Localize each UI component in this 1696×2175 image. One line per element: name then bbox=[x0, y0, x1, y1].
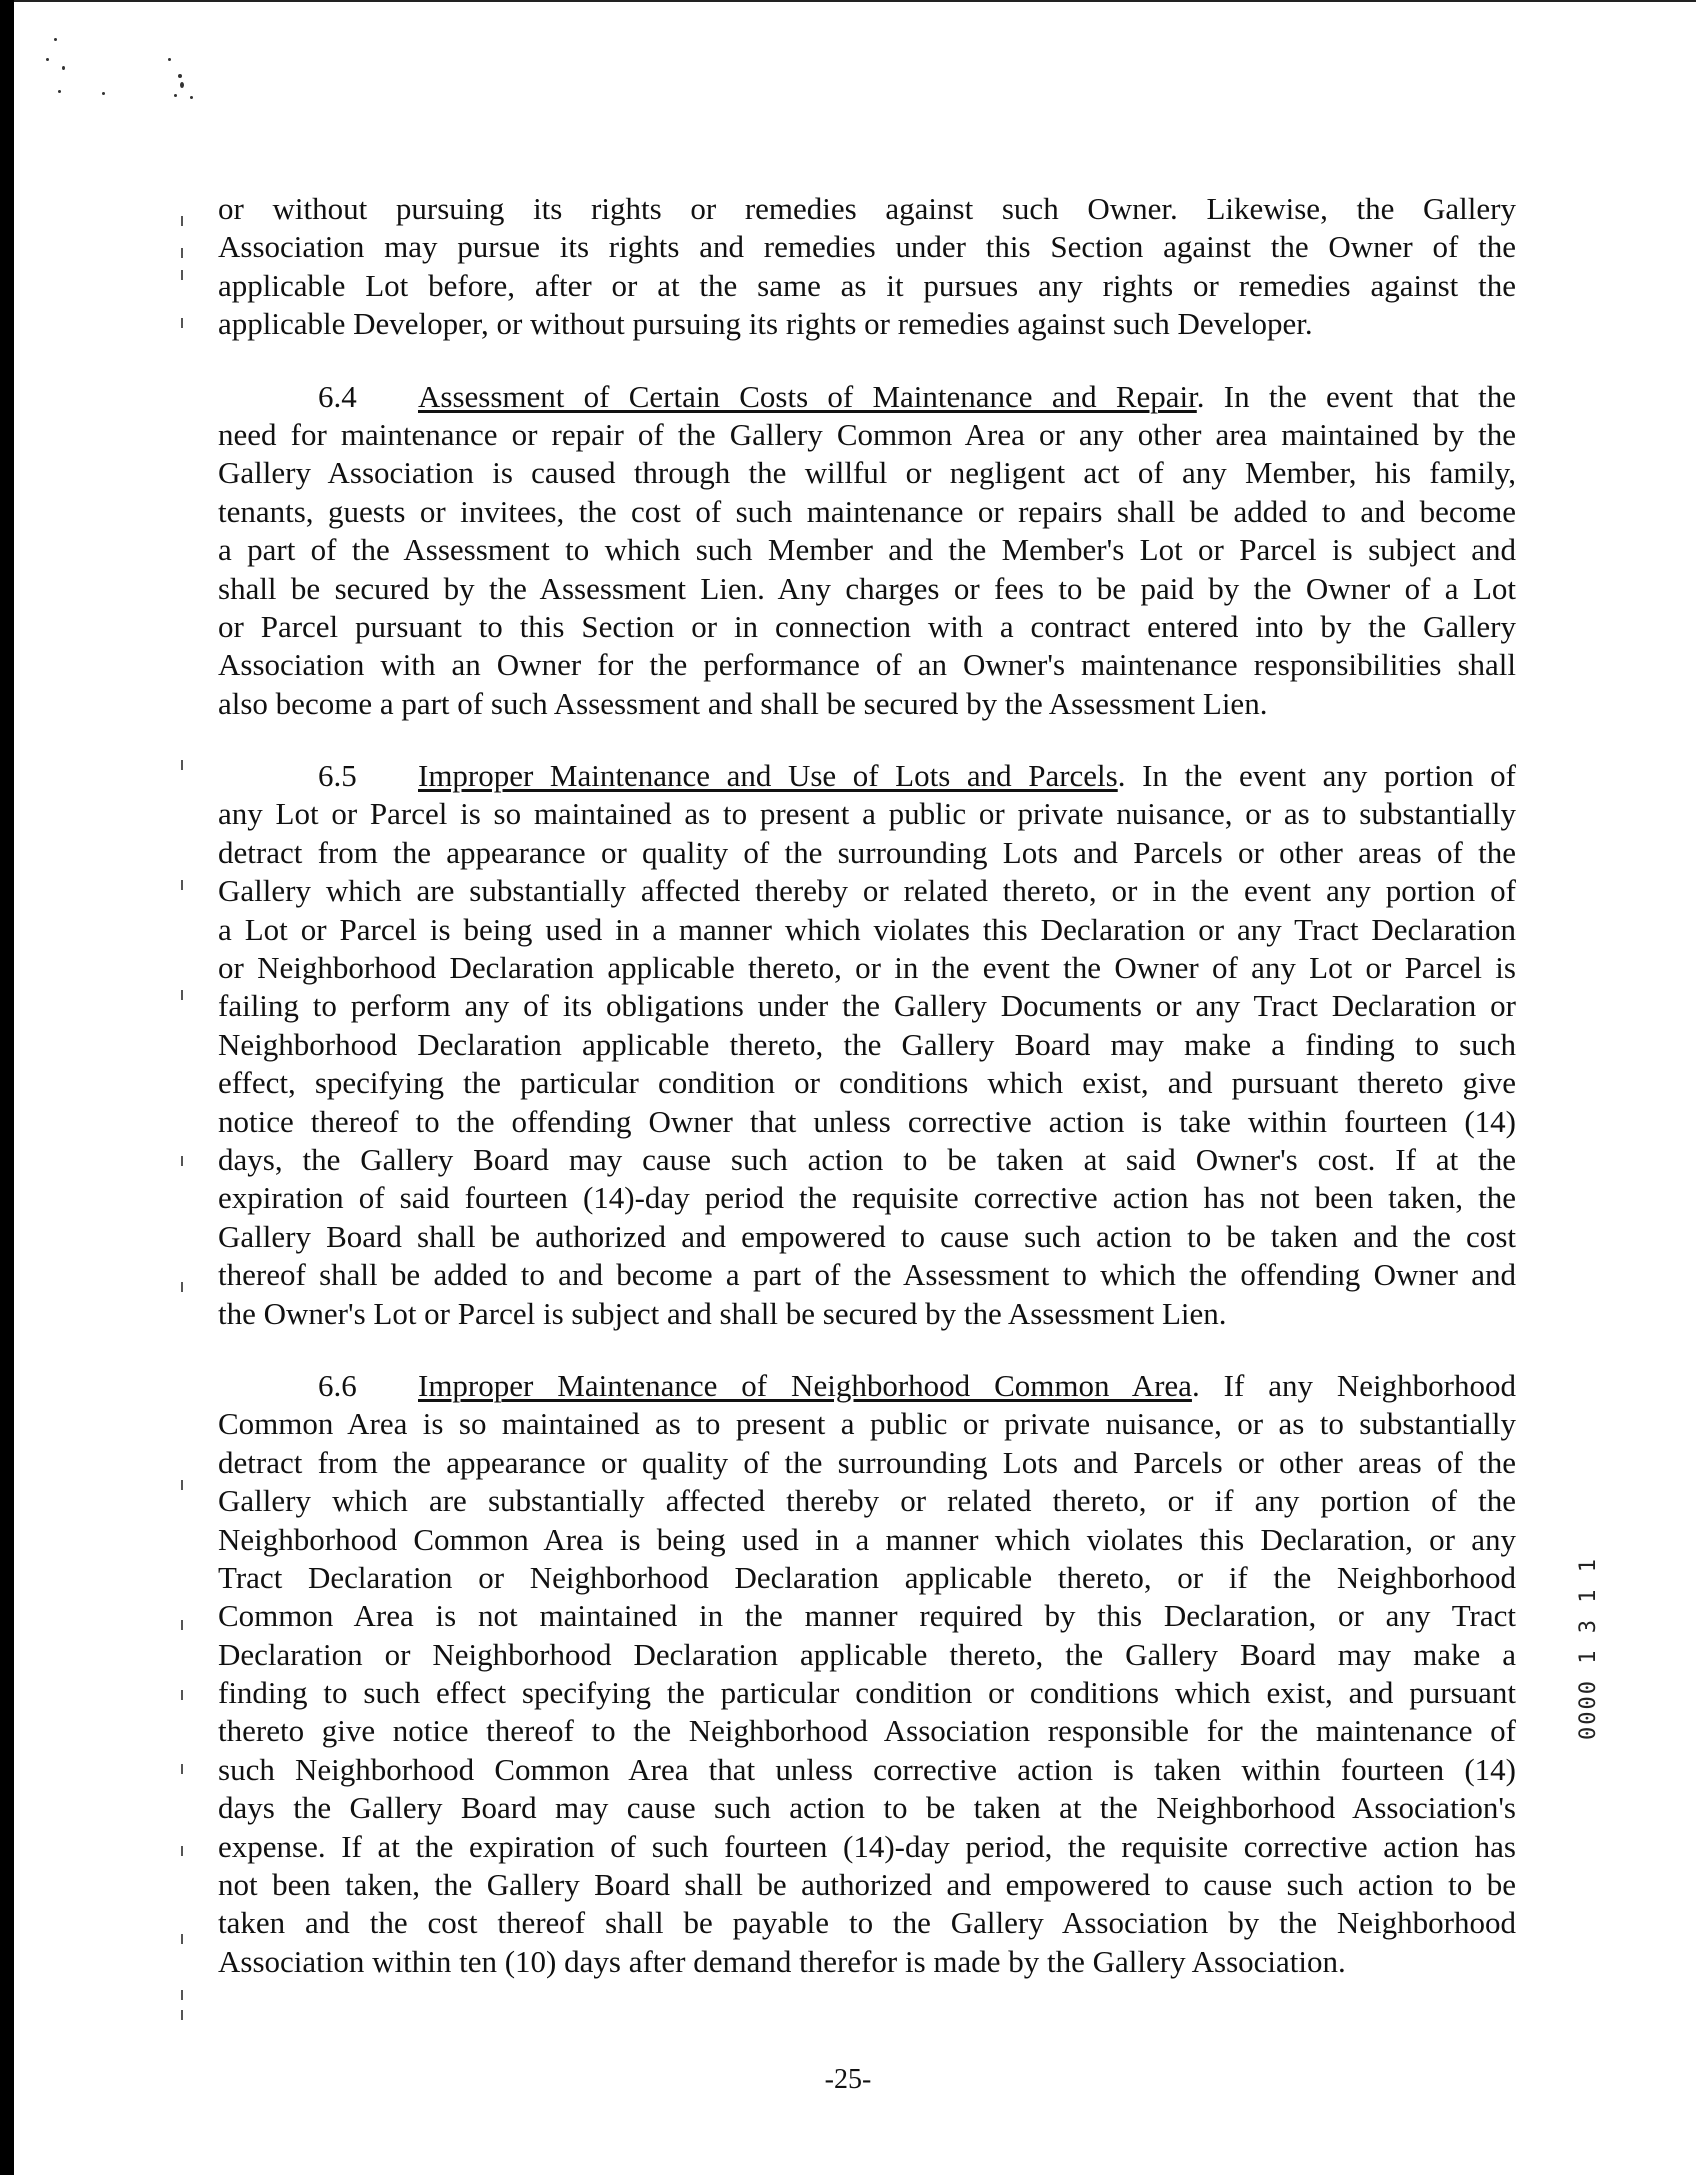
text-line: Gallery Association is caused through the willful or negligent act of any Member, his family, bbox=[218, 455, 1516, 491]
section-heading-line bbox=[218, 1367, 1516, 1405]
text-line: detract from the appearance or quality of the surrounding Lots and Parcels or other areas of the bbox=[218, 834, 1516, 870]
text-line: a part of the Assessment to which such Member and the Member's Lot or Parcel is subject and bbox=[218, 532, 1516, 568]
text-line: Common Area is not maintained in the manner required by this Declaration, or any Tract bbox=[218, 1598, 1516, 1634]
section-heading-line bbox=[218, 378, 1516, 416]
text-line: Neighborhood Declaration applicable thereto, the Gallery Board may make a finding to such bbox=[218, 1026, 1516, 1062]
text-line: Declaration or Neighborhood Declaration applicable thereto, the Gallery Board may make a bbox=[218, 1636, 1516, 1672]
text-line: thereof shall be added to and become a part of the Assessment to which the offending Owner and bbox=[218, 1257, 1516, 1293]
section-heading-rest: . If any Neighborhood bbox=[1191, 1367, 1516, 1403]
section-title: Improper Maintenance of Neighborhood Common Area bbox=[418, 1367, 1192, 1403]
section-number: 6.4 bbox=[318, 378, 357, 414]
section-6-6 bbox=[218, 1367, 1516, 1981]
scan-edge-bar bbox=[0, 0, 14, 2175]
text-line: any Lot or Parcel is so maintained as to present a public or private nuisance, or as to substantially bbox=[218, 796, 1516, 832]
text-line: Gallery Board shall be authorized and empowered to cause such action to be taken and the cost bbox=[218, 1218, 1516, 1254]
text-line: Gallery which are substantially affected thereby or related thereto, or if any portion of the bbox=[218, 1483, 1516, 1519]
text-line: Common Area is so maintained as to present a public or private nuisance, or as to substantially bbox=[218, 1406, 1516, 1442]
text-line: also become a part of such Assessment and shall be secured by the Assessment Lien. bbox=[218, 685, 1268, 721]
text-line: days the Gallery Board may cause such action to be taken at the Neighborhood Association's bbox=[218, 1790, 1516, 1826]
text-line: or Parcel pursuant to this Section or in connection with a contract entered into by the Gallery bbox=[218, 608, 1516, 644]
text-line: thereto give notice thereof to the Neighborhood Association responsible for the maintenance of bbox=[218, 1713, 1516, 1749]
text-line: Gallery which are substantially affected thereby or related thereto, or in the event any portion of bbox=[218, 873, 1516, 909]
text-line: expense. If at the expiration of such fourteen (14)-day period, the requisite corrective action has bbox=[218, 1828, 1516, 1864]
section-title: Improper Maintenance and Use of Lots and Parcels bbox=[418, 758, 1118, 794]
text-line: the Owner's Lot or Parcel is subject and shall be secured by the Assessment Lien. bbox=[218, 1295, 1227, 1331]
section-title: Assessment of Certain Costs of Maintenance and Repair bbox=[418, 378, 1197, 414]
section-number: 6.5 bbox=[318, 758, 357, 794]
side-stamp-text: 0000 1 3 1 1 bbox=[1576, 1557, 1601, 1740]
text-line: notice thereof to the offending Owner that unless corrective action is take within fourteen (14) bbox=[218, 1103, 1516, 1139]
section-heading-line bbox=[218, 757, 1516, 795]
page-number: -25- bbox=[824, 2064, 872, 2095]
text-line: not been taken, the Gallery Board shall be authorized and empowered to cause such action to be bbox=[218, 1867, 1516, 1903]
text-line: applicable Developer, or without pursuing its rights or remedies against such Developer. bbox=[218, 306, 1313, 342]
text-line: expiration of said fourteen (14)-day period the requisite corrective action has not been taken, the bbox=[218, 1180, 1516, 1216]
text-line: tenants, guests or invitees, the cost of such maintenance or repairs shall be added to and become bbox=[218, 493, 1516, 529]
scan-top-edge bbox=[14, 0, 1696, 2]
section-6-5 bbox=[218, 757, 1516, 1333]
text-line: detract from the appearance or quality of the surrounding Lots and Parcels or other areas of the bbox=[218, 1444, 1516, 1480]
text-line: shall be secured by the Assessment Lien. Any charges or fees to be paid by the Owner of a Lot bbox=[218, 570, 1516, 606]
scan-specks bbox=[40, 30, 230, 120]
document-body bbox=[218, 190, 1516, 1981]
text-line: finding to such effect specifying the particular condition or conditions which exist, and pursuant bbox=[218, 1675, 1516, 1711]
side-stamp bbox=[1576, 1557, 1666, 1930]
text-line: need for maintenance or repair of the Gallery Common Area or any other area maintained by the bbox=[218, 416, 1516, 452]
text-line: days, the Gallery Board may cause such action to be taken at said Owner's cost. If at the bbox=[218, 1141, 1516, 1177]
text-line: a Lot or Parcel is being used in a manner which violates this Declaration or any Tract Declaration bbox=[218, 911, 1516, 947]
text-line: Association may pursue its rights and remedies under this Section against the Owner of the bbox=[218, 229, 1516, 265]
text-line: or Neighborhood Declaration applicable thereto, or in the event the Owner of any Lot or Parcel is bbox=[218, 950, 1516, 986]
text-line: Neighborhood Common Area is being used in a manner which violates this Declaration, or any bbox=[218, 1521, 1516, 1557]
text-line: taken and the cost thereof shall be payable to the Gallery Association by the Neighborhood bbox=[218, 1905, 1516, 1941]
text-line: Tract Declaration or Neighborhood Declaration applicable thereto, or if the Neighborhood bbox=[218, 1559, 1516, 1595]
text-line: applicable Lot before, after or at the same as it pursues any rights or remedies against the bbox=[218, 267, 1516, 303]
section-heading-rest: . In the event that the bbox=[1196, 378, 1517, 414]
text-line: Association with an Owner for the performance of an Owner's maintenance responsibilities shall bbox=[218, 647, 1516, 683]
text-line: such Neighborhood Common Area that unless corrective action is taken within fourteen (14) bbox=[218, 1751, 1516, 1787]
text-line: effect, specifying the particular condition or conditions which exist, and pursuant thereto give bbox=[218, 1065, 1516, 1101]
text-line: failing to perform any of its obligations under the Gallery Documents or any Tract Declaration or bbox=[218, 988, 1516, 1024]
text-line: Association within ten (10) days after demand therefor is made by the Gallery Association. bbox=[218, 1943, 1346, 1979]
section-heading-rest: . In the event any portion of bbox=[1117, 758, 1516, 794]
section-number: 6.6 bbox=[318, 1367, 357, 1403]
paragraph-continuation bbox=[218, 190, 1516, 344]
section-6-4 bbox=[218, 378, 1516, 724]
text-line: or without pursuing its rights or remedies against such Owner. Likewise, the Gallery bbox=[218, 191, 1516, 226]
